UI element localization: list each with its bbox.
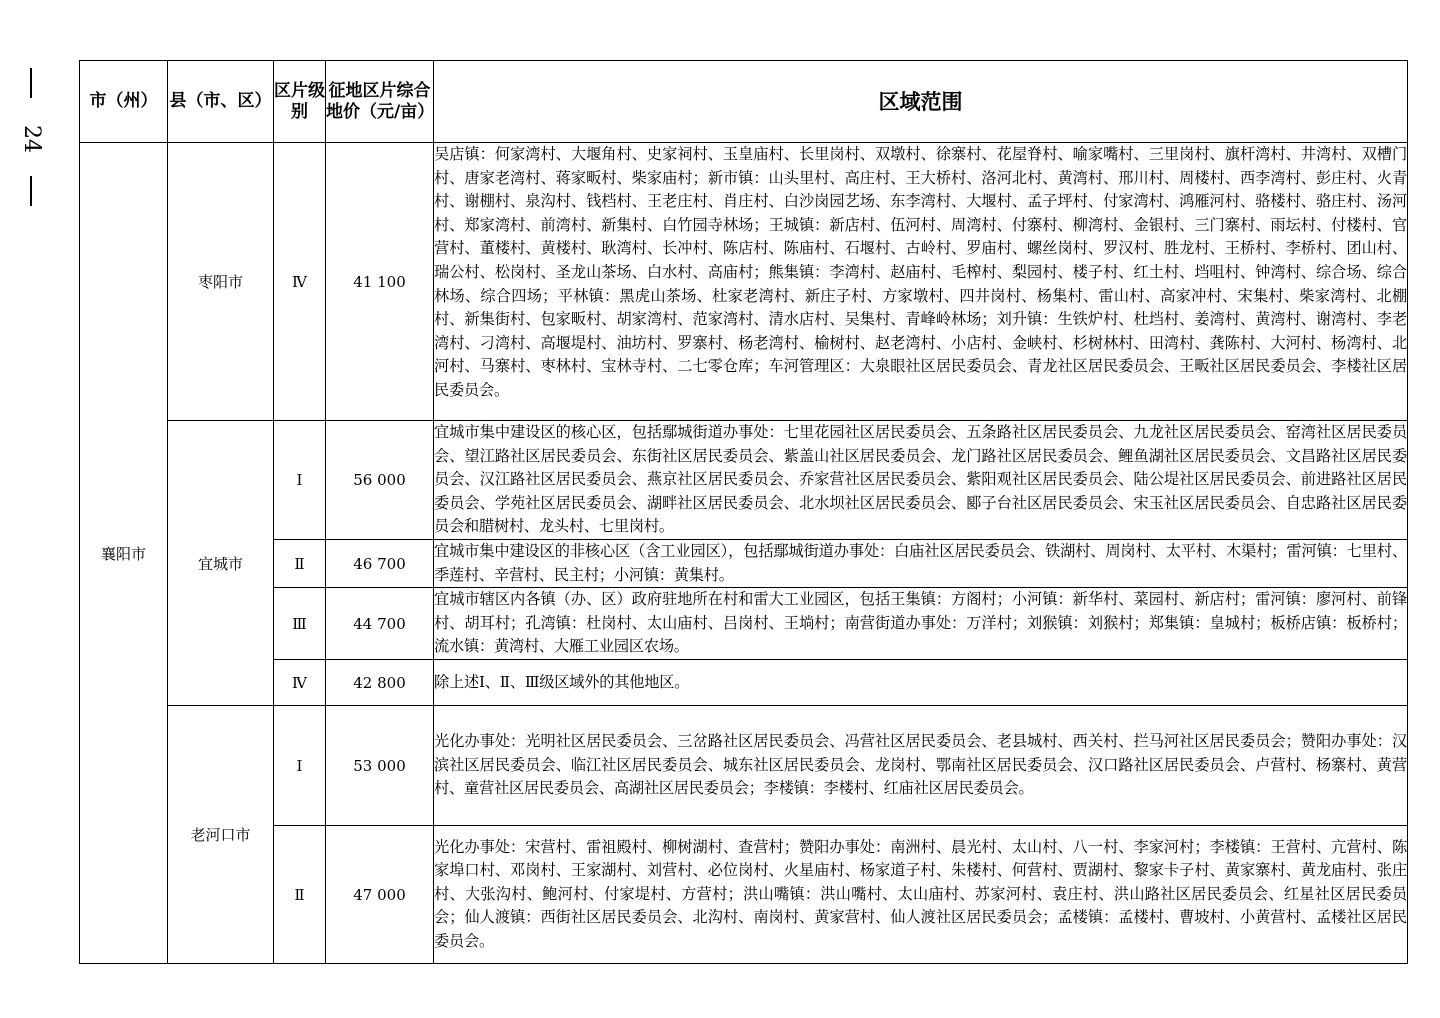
price-cell: 42 800 <box>326 660 434 706</box>
page-number-dash-top <box>30 68 32 98</box>
price-cell: 44 700 <box>326 588 434 660</box>
grade-cell: Ⅳ <box>274 660 326 706</box>
table-row <box>80 826 1408 964</box>
city-cell: 襄阳市 <box>80 143 168 964</box>
range-cell: 宜城市集中建设区的核心区，包括鄢城街道办事处：七里花园社区居民委员会、五条路社区居民委员会、九龙社区居民委员会、窑湾社区居民委员会、望江路社区居民委员会、东街社区居民委员会、紫盖山社区居民委员会、龙门路社区居民委员会、鲤鱼湖社区居民委员会、文昌路社区居民委员会、汉江路社区居民委员会、燕京社区居民委员会、乔家营社区居民委员会、紫阳观社区居民委员会、陆公堤社区居民委员会、前进路社区居民委员会、学苑社区居民委员会、湖畔社区居民委员会、北水坝社区居民委员会、郾子台社区居民委员会、宋玉社区居民委员会、自忠路社区居民委员会和腊树村、龙头村、七里岗村。 <box>434 421 1408 540</box>
county-cell: 枣阳市 <box>168 143 274 421</box>
county-cell: 宜城市 <box>168 421 274 706</box>
grade-cell: Ⅱ <box>274 539 326 587</box>
table-row <box>80 706 1408 826</box>
header-range: 区域范围 <box>434 61 1408 143</box>
price-cell: 53 000 <box>326 706 434 826</box>
table-row <box>80 143 1408 421</box>
range-cell: 除上述Ⅰ、Ⅱ、Ⅲ级区域外的其他地区。 <box>434 660 1408 706</box>
grade-cell: Ⅱ <box>274 826 326 964</box>
range-cell: 光化办事处：光明社区居民委员会、三岔路社区居民委员会、冯营社区居民委员会、老县城村、西关村、拦马河社区居民委员会；赞阳办事处：汉滨社区居民委员会、临江社区居民委员会、城东社区居民委员会、龙岗村、鄂南社区居民委员会、汉口路社区居民委员会、卢营村、杨寨村、黄营村、童营社区居民委员会、高湖社区居民委员会；李楼镇：李楼村、红庙社区居民委员会。 <box>434 706 1408 826</box>
range-cell: 宜城市集中建设区的非核心区（含工业园区），包括鄢城街道办事处：白庙社区居民委员会、铁湖村、周岗村、太平村、木渠村；雷河镇：七里村、季莲村、辛营村、民主村；小河镇：黄集村。 <box>434 539 1408 587</box>
price-cell: 56 000 <box>326 421 434 540</box>
price-cell: 46 700 <box>326 539 434 587</box>
header-price: 征地区片综合地价（元/亩） <box>326 61 434 143</box>
range-cell: 宜城市辖区内各镇（办、区）政府驻地所在村和雷大工业园区，包括王集镇：方阁村；小河镇：新华村、菜园村、新店村；雷河镇：廖河村、前锋村、胡耳村；孔湾镇：杜岗村、太山庙村、吕岗村、王埫村；南营街道办事处：万洋村；刘猴镇：刘猴村；郑集镇：皇城村；板桥店镇：板桥村；流水镇：黄湾村、大雁工业园区农场。 <box>434 588 1408 660</box>
page-number <box>14 60 48 210</box>
header-county: 县（市、区） <box>168 61 274 143</box>
range-cell: 光化办事处：宋营村、雷祖殿村、柳树湖村、查营村；赞阳办事处：南洲村、晨光村、太山村、八一村、李家河村；李楼镇：王营村、亢营村、陈家埠口村、邓岗村、王家湖村、刘营村、必位岗村、火星庙村、杨家道子村、朱楼村、何营村、贾湖村、黎家卡子村、黄家寨村、黄龙庙村、张庄村、大张沟村、鲍河村、付家堤村、方营村；洪山嘴镇：洪山嘴村、太山庙村、苏家河村、袁庄村、洪山路社区居民委员会、红星社区居民委员会；仙人渡镇：西街社区居民委员会、北沟村、南岗村、黄家营村、仙人渡社区居民委员会；孟楼镇：孟楼村、曹坡村、小黄营村、孟楼社区居民委员会。 <box>434 826 1408 964</box>
price-cell: 41 100 <box>326 143 434 421</box>
grade-cell: Ⅲ <box>274 588 326 660</box>
table-row <box>80 539 1408 587</box>
header-row <box>80 61 1408 143</box>
table-row <box>80 588 1408 660</box>
grade-cell: Ⅰ <box>274 421 326 540</box>
table-row <box>80 660 1408 706</box>
grade-cell: Ⅰ <box>274 706 326 826</box>
county-cell: 老河口市 <box>168 706 274 964</box>
header-grade: 区片级别 <box>274 61 326 143</box>
page-number-dash-bottom <box>30 176 32 206</box>
page-number-text: 24 <box>19 125 44 153</box>
land-price-table <box>79 60 1408 964</box>
table-row <box>80 421 1408 540</box>
range-cell: 吴店镇：何家湾村、大堰角村、史家祠村、玉皇庙村、长里岗村、双墩村、徐寨村、花屋脊村、喻家嘴村、三里岗村、旗杆湾村、井湾村、双槽门村、唐家老湾村、蒋家畈村、柴家庙村；新市镇：山头里村、高庄村、王大桥村、洛河北村、黄湾村、邢川村、周楼村、西李湾村、彭庄村、火青村、谢棚村、泉沟村、钱档村、王老庄村、肖庄村、白沙岗园艺场、东李湾村、大堰村、孟子坪村、付家湾村、鸿雁河村、骆楼村、骆庄村、汤河村、郑家湾村、前湾村、新集村、白竹园寺林场；王城镇：新店村、伍河村、周湾村、付寨村、柳湾村、金银村、三门寨村、雨坛村、付楼村、官营村、董楼村、黄楼村、耿湾村、长冲村、陈店村、陈庙村、石堰村、古岭村、罗庙村、螺丝岗村、罗汉村、胜龙村、王桥村、李桥村、团山村、瑞公村、松岗村、圣龙山茶场、白水村、高庙村；熊集镇：李湾村、赵庙村、毛榨村、梨园村、楼子村、红土村、垱咀村、钟湾村、综合场、综合林场、综合四场；平林镇：黑虎山茶场、杜家老湾村、新庄子村、方家墩村、四井岗村、杨集村、雷山村、高家冲村、宋集村、柴家湾村、北棚村、新集街村、包家畈村、胡家湾村、范家湾村、清水店村、吴集村、青峰岭林场；刘升镇：生铁炉村、杜垱村、姜湾村、黄湾村、谢湾村、李老湾村、刁湾村、高堰堤村、油坊村、罗寨村、杨老湾村、榆树村、赵老湾村、小店村、金峡村、杉树林村、田湾村、龚陈村、大河村、杨湾村、北河村、马寨村、枣林村、宝林寺村、二七零仓库；车河管理区：大泉眼社区居民委员会、青龙社区居民委员会、王畈社区居民委员会、李楼社区居民委员会。 <box>434 143 1408 421</box>
grade-cell: Ⅳ <box>274 143 326 421</box>
header-city: 市（州） <box>80 61 168 143</box>
price-cell: 47 000 <box>326 826 434 964</box>
